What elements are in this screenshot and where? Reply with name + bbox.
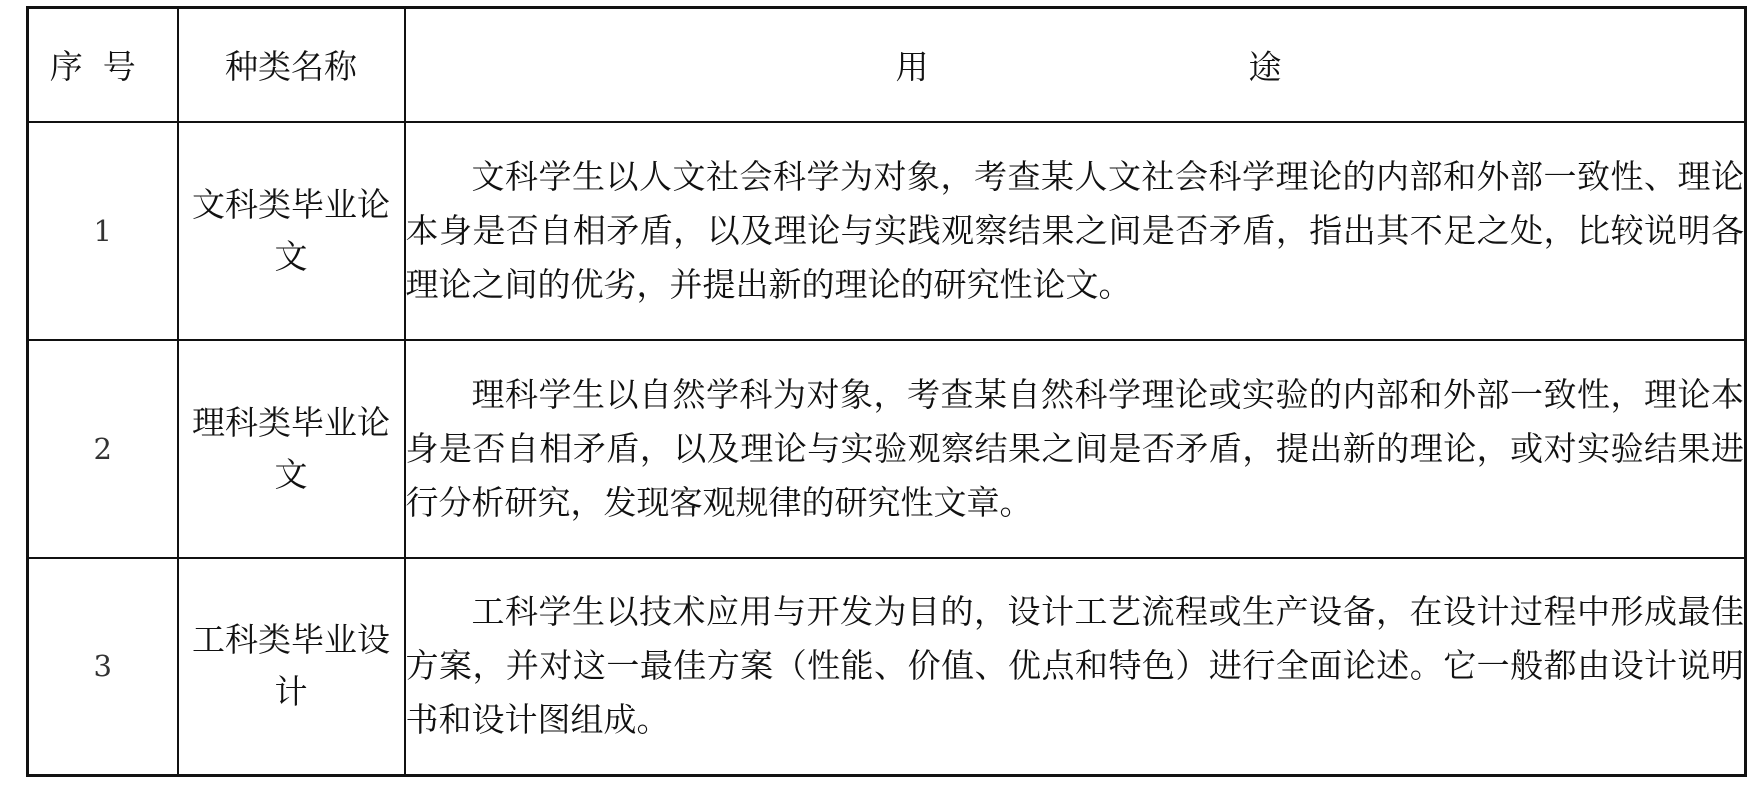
table-row [28,558,1746,776]
table-header-row [28,8,1746,122]
row-kind [178,340,405,558]
row-use [405,340,1746,558]
row-kind-text: 理科类毕业论文 [192,402,390,494]
table-row [28,122,1746,340]
row-use-text: 文科学生以人文社会科学为对象，考查某人文社会科学理论的内部和外部一致性、理论本身是否自相矛盾，以及理论与实践观察结果之间是否矛盾，指出其不足之处，比较说明各理论之间的优劣，并提出新的理论的研究性论文。 [405,156,1744,304]
row-use [405,558,1746,776]
header-use-char-2: 途 [1248,47,1282,87]
header-kind: 种类名称 [178,8,405,122]
row-use [405,122,1746,340]
row-kind-text: 工科类毕业设计 [192,620,390,712]
row-number: 3 [28,558,178,776]
header-use [405,8,1746,122]
row-kind-text: 文科类毕业论文 [192,184,390,276]
row-kind [178,122,405,340]
row-number: 2 [28,340,178,558]
header-use-char-1: 用 [895,47,929,87]
row-kind [178,558,405,776]
table-row [28,340,1746,558]
header-seq: 序号 [28,8,178,122]
row-use-text: 理科学生以自然学科为对象，考查某自然科学理论或实验的内部和外部一致性，理论本身是否自相矛盾，以及理论与实验观察结果之间是否矛盾，提出新的理论，或对实验结果进行分析研究，发现客观规律的研究性文章。 [405,374,1744,522]
thesis-types-table [26,6,1747,777]
row-use-text: 工科学生以技术应用与开发为目的，设计工艺流程或生产设备，在设计过程中形成最佳方案，并对这一最佳方案（性能、价值、优点和特色）进行全面论述。它一般都由设计说明书和设计图组成。 [405,592,1744,740]
row-number: 1 [28,122,178,340]
